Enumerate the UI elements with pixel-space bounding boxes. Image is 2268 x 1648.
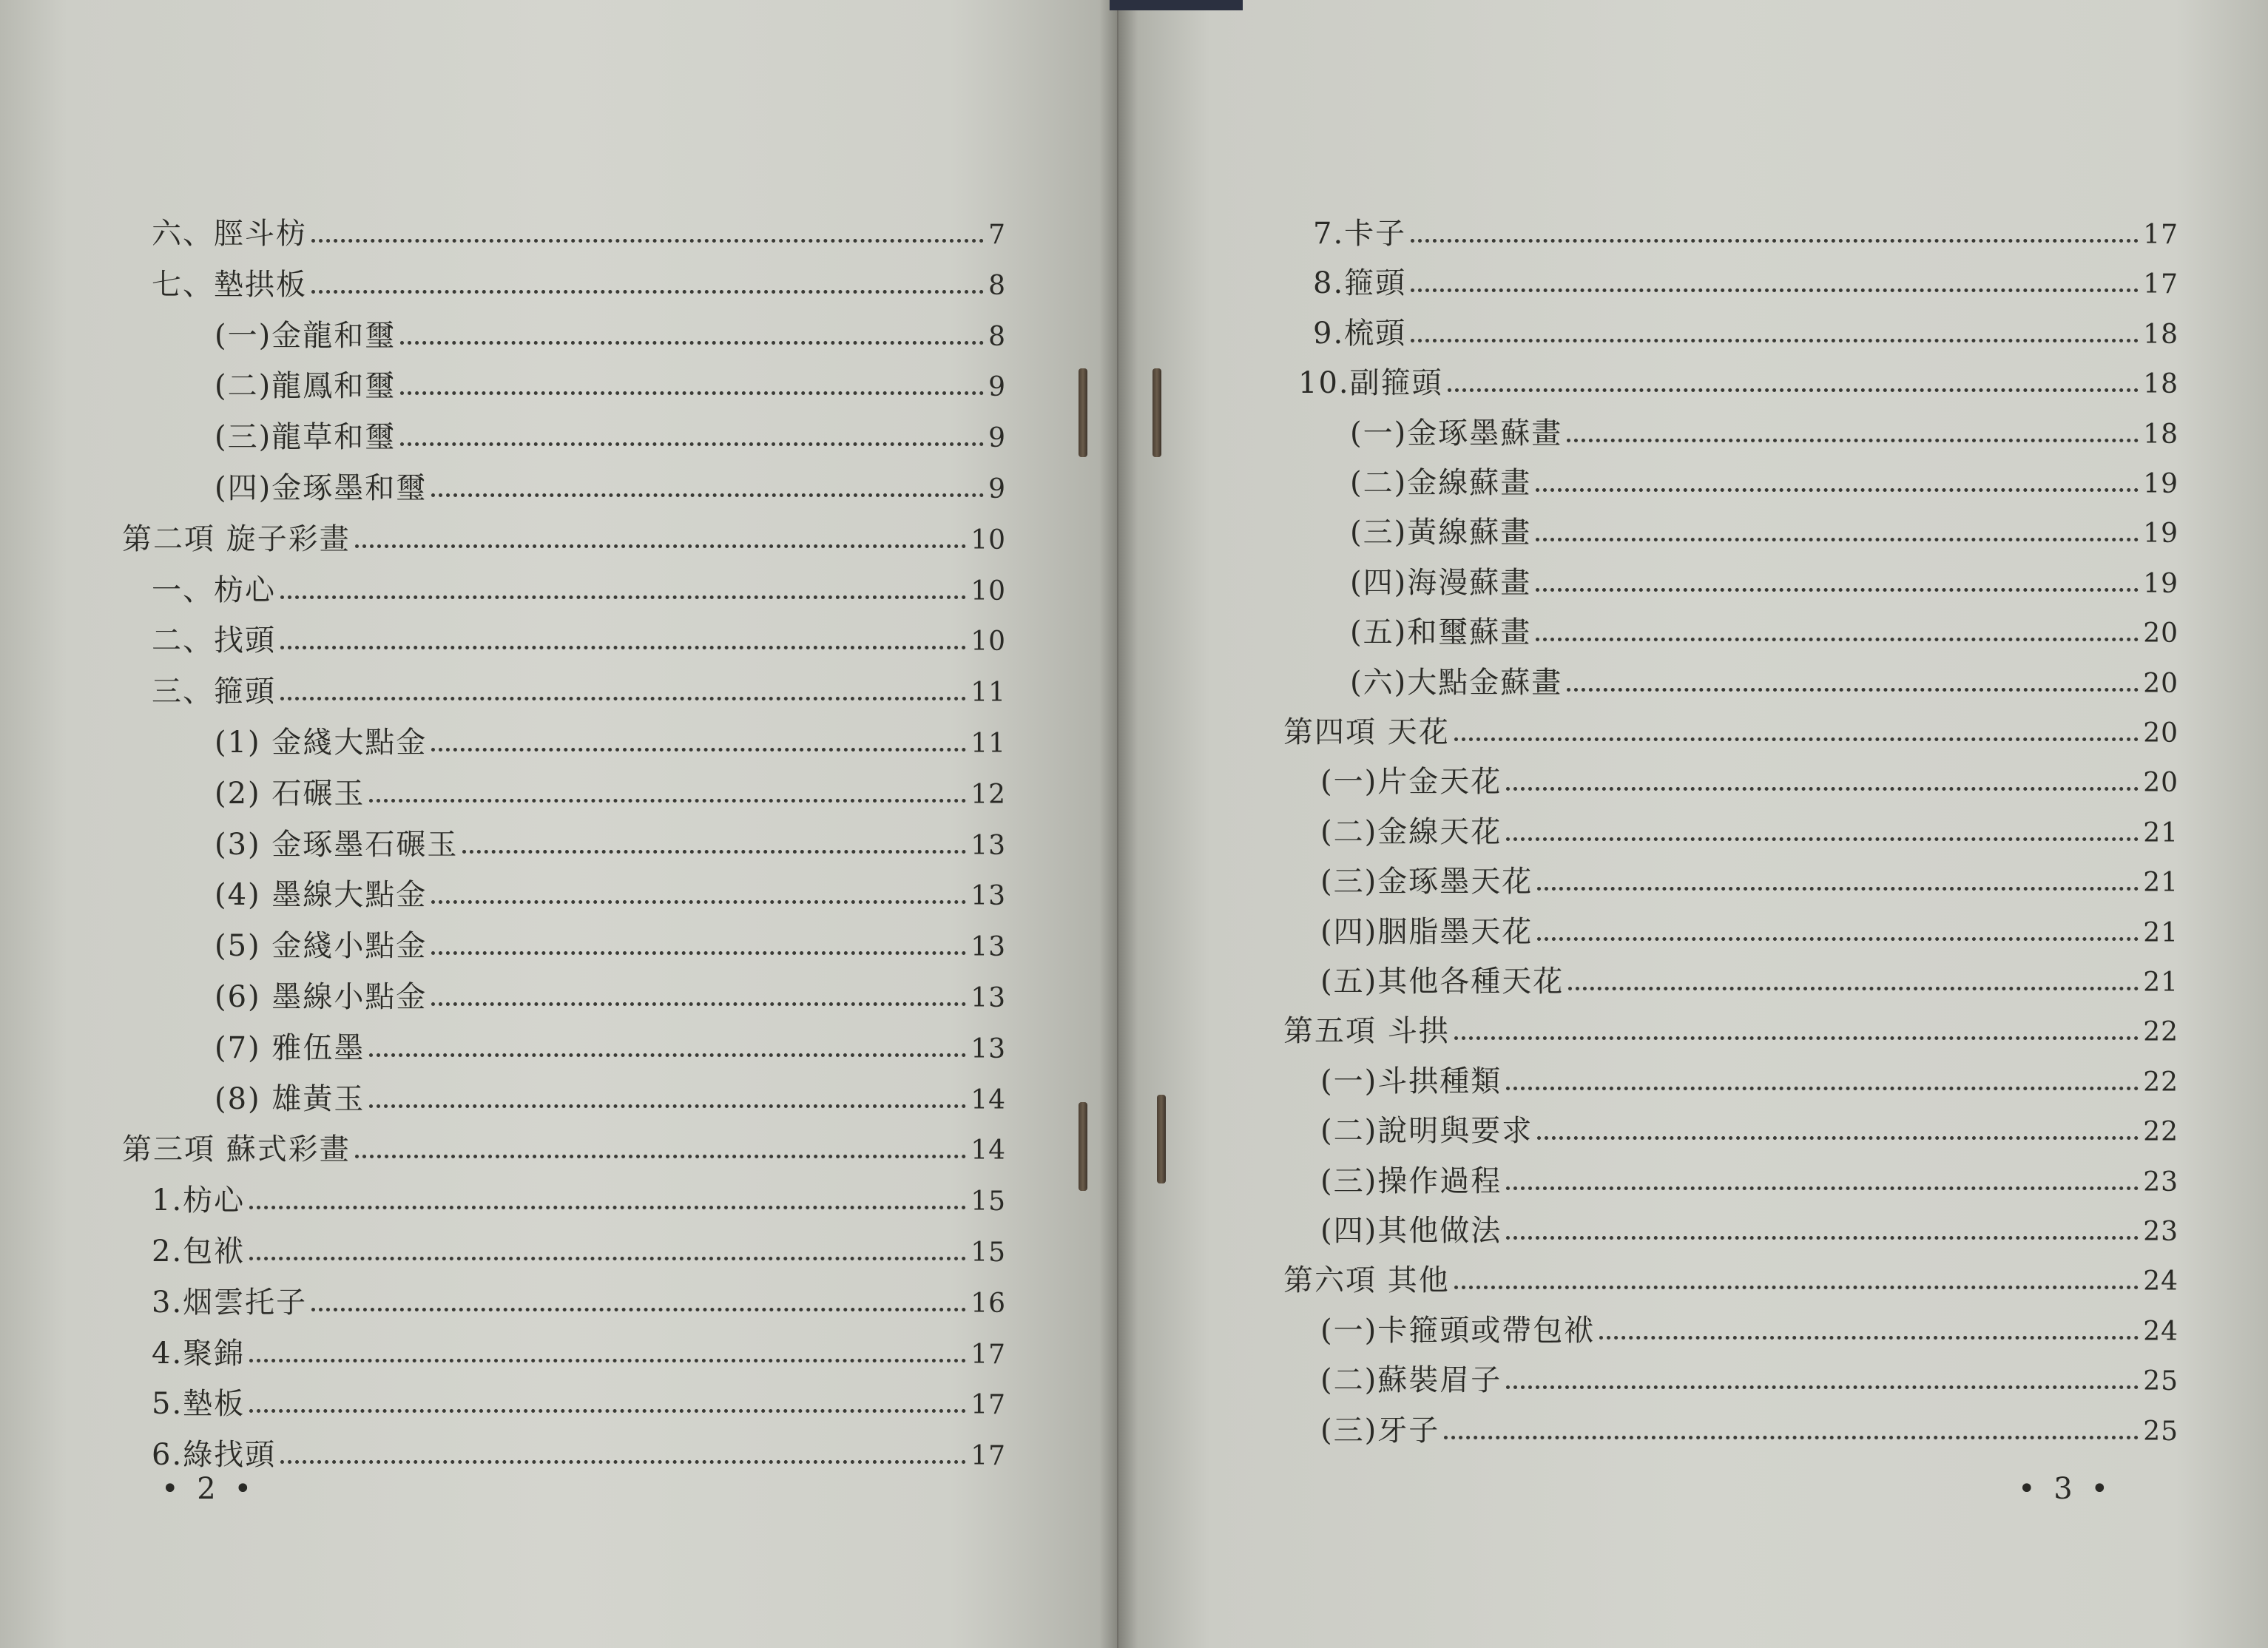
toc-entry-label: 第五項 斗拱: [1283, 1014, 1450, 1049]
toc-entry-label: 7.卡子: [1313, 217, 1407, 251]
toc-entry-label: (四)其他做法: [1320, 1214, 1502, 1248]
toc-entry-label: (五)其他各種天花: [1320, 965, 1565, 999]
dot-leader: [1536, 588, 2139, 592]
toc-entry: [1320, 898, 2178, 947]
dot-leader: [1448, 388, 2139, 392]
toc-entry-label: (5) 金綫小點金: [215, 929, 428, 964]
toc-entry: [1320, 1297, 2178, 1348]
toc-entry-page: 23: [2143, 1217, 2178, 1247]
toc-entry-label: (四)胭脂墨天花: [1320, 914, 1533, 949]
toc-entry-page: 11: [971, 678, 1006, 709]
toc-entry-page: 19: [2143, 568, 2178, 599]
dot-leader: [1454, 1036, 2139, 1040]
toc-entry: [1350, 449, 2178, 498]
toc-entry: [1320, 1197, 2178, 1246]
toc-entry: [1350, 399, 2178, 448]
dot-leader: [1454, 1286, 2139, 1289]
toc-entry-page: 8: [988, 270, 1006, 301]
toc-entry-label: (一)金龍和璽: [215, 318, 396, 353]
toc-entry-page: 9: [988, 474, 1006, 504]
toc-entry-page: 16: [971, 1288, 1006, 1319]
toc-entry-page: 13: [971, 932, 1006, 963]
right-folio: • 3 •: [2018, 1472, 2113, 1506]
toc-entry: [1320, 1346, 2178, 1398]
toc-entry-page: 21: [2143, 917, 2178, 948]
toc-entry-page: 21: [2143, 868, 2178, 899]
toc-entry-label: (一)卡箍頭或帶包袱: [1320, 1313, 1596, 1348]
toc-entry: [1320, 1047, 2178, 1096]
toc-entry: [1320, 848, 2178, 899]
toc-entry-label: (二)說明與要求: [1320, 1114, 1533, 1149]
toc-entry-page: 20: [2143, 618, 2178, 649]
toc-entry-label: 6.綠找頭: [152, 1438, 277, 1473]
toc-entry: [1320, 1397, 2178, 1448]
toc-entry-label: (三)黃線蘇畫: [1350, 516, 1532, 550]
toc-entry-label: (三)龍草和璽: [215, 420, 396, 455]
dot-leader: [1506, 1385, 2139, 1389]
toc-entry-page: 9: [988, 423, 1006, 454]
toc-entry: [1313, 200, 2178, 249]
dot-leader: [1599, 1336, 2139, 1340]
dot-leader: [1537, 1136, 2139, 1140]
toc-entry-label: 三、箍頭: [152, 675, 276, 709]
toc-entry-label: 2.包袱: [152, 1235, 246, 1269]
toc-entry-page: 17: [2143, 220, 2178, 250]
toc-entry-page: 15: [971, 1237, 1006, 1268]
dot-leader: [1536, 538, 2139, 541]
toc-entry-page: 19: [2143, 469, 2178, 499]
toc-entry-page: 19: [2143, 519, 2178, 550]
toc-entry-page: 20: [2143, 768, 2178, 799]
toc-entry-page: 14: [971, 1084, 1006, 1115]
dot-leader: [1454, 737, 2139, 741]
toc-entry-page: 23: [2143, 1166, 2178, 1198]
toc-entry-label: 3.烟雲托子: [152, 1285, 308, 1320]
toc-entry-label: (6) 墨線小點金: [215, 980, 428, 1014]
toc-entry: [1320, 1097, 2178, 1149]
toc-entry-page: 11: [971, 729, 1006, 759]
toc-entry-label: (六)大點金蘇畫: [1350, 665, 1563, 700]
toc-entry-label: (二)龍鳳和璽: [215, 369, 396, 404]
toc-entry-page: 24: [2143, 1266, 2178, 1297]
toc-entry-label: 4.聚錦: [152, 1336, 246, 1371]
toc-entry-page: 8: [988, 321, 1006, 352]
toc-entry-page: 10: [971, 524, 1006, 555]
toc-entry: [1298, 349, 2178, 401]
toc-entry-page: 13: [971, 881, 1006, 912]
toc-entry-label: (2) 石碾玉: [215, 776, 365, 811]
toc-entry: [1283, 1246, 2178, 1298]
toc-entry: [1313, 249, 2178, 301]
toc-entry: [1350, 649, 2178, 698]
toc-entry-page: 18: [2143, 319, 2178, 350]
toc-entry-label: (三)金琢墨天花: [1320, 865, 1533, 899]
toc-entry-label: 二、找頭: [152, 624, 276, 658]
dot-leader: [1411, 288, 2139, 292]
toc-entry-label: (4) 墨線大點金: [215, 878, 428, 913]
toc-entry-label: 9.梳頭: [1313, 316, 1407, 351]
dot-leader: [1567, 439, 2139, 442]
toc-entry-label: (三)操作過程: [1320, 1164, 1502, 1198]
toc-entry: [1320, 948, 2178, 999]
toc-entry-page: 14: [971, 1135, 1006, 1166]
dot-leader: [1506, 1236, 2139, 1240]
toc-entry-page: 9: [988, 372, 1006, 403]
toc-entry: [1283, 698, 2178, 747]
toc-entry: [1350, 499, 2178, 550]
toc-entry-label: (一)斗拱種類: [1320, 1064, 1502, 1098]
toc-entry-page: 10: [971, 575, 1006, 607]
dot-leader: [1536, 638, 2139, 641]
toc-entry-label: (一)金琢墨蘇畫: [1350, 416, 1563, 450]
dot-leader: [1568, 987, 2139, 990]
toc-entry-label: 七、墊拱板: [152, 267, 307, 302]
toc-entry-page: 17: [971, 1339, 1006, 1370]
toc-entry-page: 13: [971, 983, 1006, 1013]
toc-entry-page: 10: [971, 627, 1006, 658]
toc-entry-label: (四)金琢墨和璽: [215, 471, 428, 505]
toc-entry-label: 5.墊板: [152, 1387, 246, 1422]
dot-leader: [1567, 688, 2139, 692]
toc-entry-page: 15: [971, 1186, 1006, 1218]
toc-entry-label: 第四項 天花: [1283, 715, 1450, 749]
toc-entry: [1313, 300, 2178, 351]
toc-entry: [1320, 748, 2178, 800]
toc-entry-label: 10.副箍頭: [1298, 366, 1443, 401]
dot-leader: [1536, 488, 2139, 492]
dot-leader: [1506, 1087, 2139, 1090]
toc-entry-label: 一、枋心: [152, 573, 276, 607]
toc-entry-label: 8.箍頭: [1313, 266, 1407, 301]
toc-entry-page: 25: [2143, 1416, 2178, 1447]
toc-entry-page: 17: [971, 1390, 1006, 1421]
toc-entry-label: (二)金線蘇畫: [1350, 466, 1532, 500]
toc-entry-label: (3) 金琢墨石碾玉: [215, 827, 459, 862]
toc-entry-label: (一)片金天花: [1320, 765, 1502, 800]
toc-entry-page: 18: [2143, 369, 2178, 400]
toc-entry: [1320, 1147, 2178, 1196]
toc-entry-label: 六、脛斗枋: [152, 217, 307, 251]
toc-entry-label: (二)金線天花: [1320, 814, 1502, 849]
toc-entry-label: 第三項 蘇式彩畫: [122, 1132, 351, 1167]
toc-entry-page: 13: [971, 830, 1006, 861]
toc-entry-page: 25: [2143, 1366, 2178, 1397]
toc-entry-label: (1) 金綫大點金: [215, 726, 428, 760]
toc-entry-page: 21: [2143, 967, 2178, 998]
toc-entry: [1320, 798, 2178, 847]
toc-entry-page: 18: [2143, 419, 2178, 450]
toc-entry-page: 22: [2143, 1067, 2178, 1098]
dot-leader: [1537, 937, 2139, 941]
dot-leader: [1411, 239, 2139, 243]
toc-entry-page: 22: [2143, 1117, 2178, 1148]
toc-entry-label: 1.枋心: [152, 1183, 246, 1218]
dot-leader: [1444, 1436, 2139, 1439]
toc-entry-label: 第六項 其他: [1283, 1263, 1450, 1298]
dot-leader: [1411, 339, 2139, 342]
toc-entry-label: (四)海漫蘇畫: [1350, 565, 1532, 600]
dot-leader: [1506, 837, 2139, 841]
left-folio: • 2 •: [161, 1472, 257, 1506]
toc-entry-page: 17: [2143, 269, 2178, 300]
toc-entry-page: 12: [971, 779, 1006, 810]
dot-leader: [1506, 1186, 2139, 1190]
toc-entry-page: 24: [2143, 1316, 2178, 1347]
toc-entry-label: (二)蘇裝眉子: [1320, 1363, 1502, 1398]
toc-entry: [1350, 598, 2178, 650]
toc-entry-page: 13: [971, 1033, 1006, 1064]
toc-entry: [1283, 997, 2178, 1049]
toc-entry-label: (7) 雅伍墨: [215, 1030, 365, 1065]
toc-entry-label: (三)牙子: [1320, 1413, 1440, 1448]
toc-entry-page: 21: [2143, 817, 2178, 848]
dot-leader: [1506, 787, 2139, 791]
toc-entry: [1350, 549, 2178, 598]
toc-entry-page: 22: [2143, 1017, 2178, 1048]
toc-entry-label: (8) 雄黃玉: [215, 1081, 365, 1116]
toc-entry-page: 17: [971, 1441, 1006, 1472]
toc-entry-page: 7: [988, 220, 1006, 250]
toc-entry-page: 20: [2143, 668, 2178, 699]
toc-entry-page: 20: [2143, 718, 2178, 749]
dot-leader: [1537, 887, 2139, 891]
toc-entry-label: (五)和璽蘇畫: [1350, 615, 1532, 650]
toc-entry-label: 第二項 旋子彩畫: [122, 521, 351, 556]
